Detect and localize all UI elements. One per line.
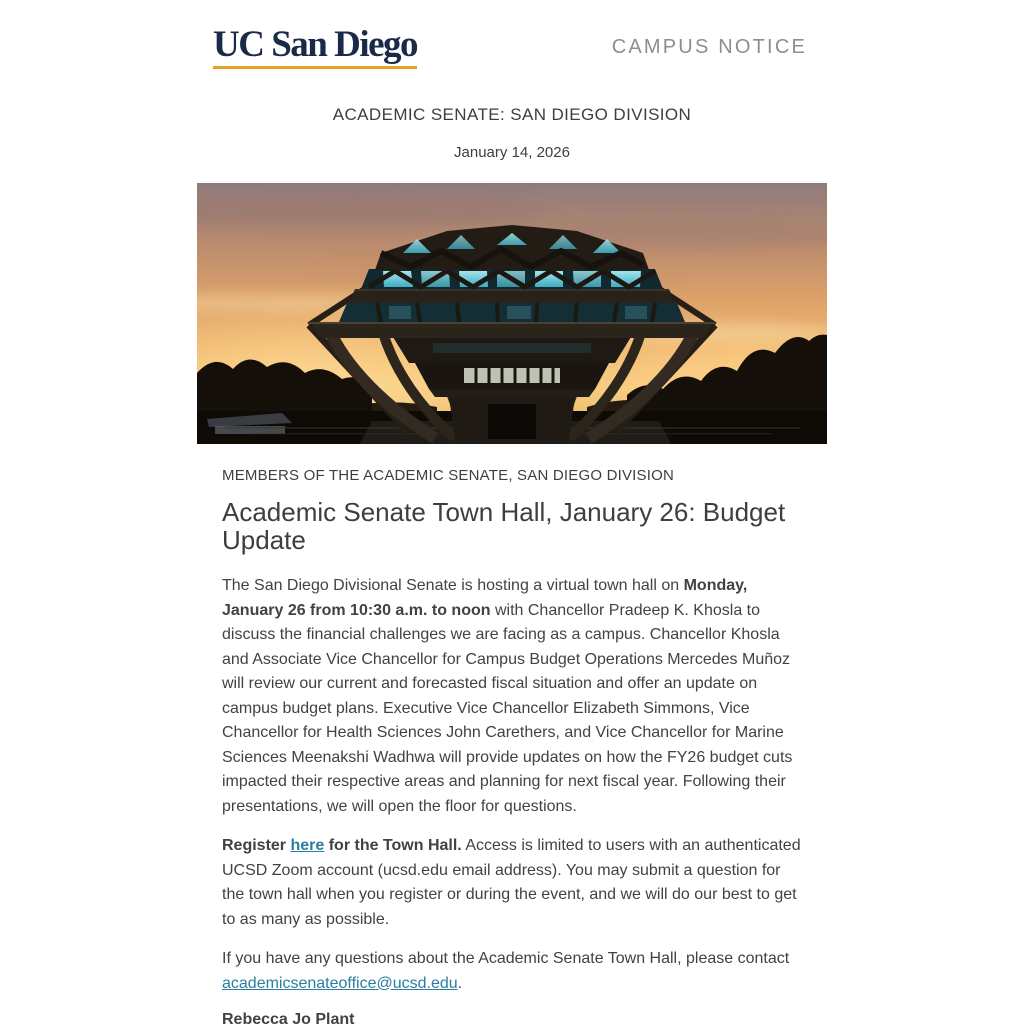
notice-page bbox=[197, 0, 827, 1029]
header bbox=[197, 0, 827, 69]
p2-bold-townhall: for the Town Hall. bbox=[324, 837, 462, 854]
article bbox=[197, 467, 827, 1029]
geisel-library-photo bbox=[197, 183, 827, 444]
campus-notice-label: CAMPUS NOTICE bbox=[611, 36, 807, 58]
p2-text: Access is limited to users with an authenticated UCSD Zoom account (ucsd.edu email address). You may submit a question for the town hall when you register or during the event, and we will do our best to get to as many as possible. bbox=[222, 837, 801, 928]
masthead-date: January 14, 2026 bbox=[454, 144, 570, 161]
p3-text: If you have any questions about the Academic Senate Town Hall, please contact bbox=[222, 950, 790, 967]
signature-name: Rebecca Jo Plant bbox=[222, 1011, 355, 1028]
article-eyebrow: MEMBERS OF THE ACADEMIC SENATE, SAN DIEGO DIVISION bbox=[222, 467, 675, 484]
register-here-link[interactable]: here bbox=[290, 837, 325, 854]
paragraph-contact bbox=[222, 947, 802, 996]
ucsd-logo: UC San Diego bbox=[213, 26, 417, 69]
p1-text-cont: with Chancellor Pradeep K. Khosla to discuss the financial challenges we are facing as a campus. Chancellor Khosla and Associate Vice Chancellor for Campus Budget Operations Mercedes Muñoz will review our current and forecasted fiscal situation and offer an update on campus budget plans. Executive Vice Chancellor Elizabeth Simmons, Vice Chancellor for Health Sciences John Carethers, and Vice Chancellor for Marine Sciences Meenakshi Wadhwa will provide updates on how the FY26 budget cuts impacted their respective areas and planning for next fiscal year. Following their presentations, we will open the floor for questions. bbox=[222, 601, 793, 815]
article-title: Academic Senate Town Hall, January 26: Budget Update bbox=[222, 497, 786, 555]
masthead-title: ACADEMIC SENATE: SAN DIEGO DIVISION bbox=[332, 105, 692, 124]
p1-bold-datetime: Monday, January 26 from 10:30 a.m. to noon bbox=[222, 577, 748, 619]
p2-bold-register: Register bbox=[222, 837, 291, 854]
paragraph-event-details bbox=[222, 574, 802, 819]
paragraph-registration bbox=[222, 834, 802, 932]
sunset-library-illustration bbox=[197, 183, 827, 444]
p1-text: The San Diego Divisional Senate is hosting a virtual town hall on bbox=[222, 577, 684, 594]
senate-office-email-link[interactable]: academicsenateoffice@ucsd.edu bbox=[222, 974, 458, 992]
p3-period: . bbox=[457, 974, 463, 992]
